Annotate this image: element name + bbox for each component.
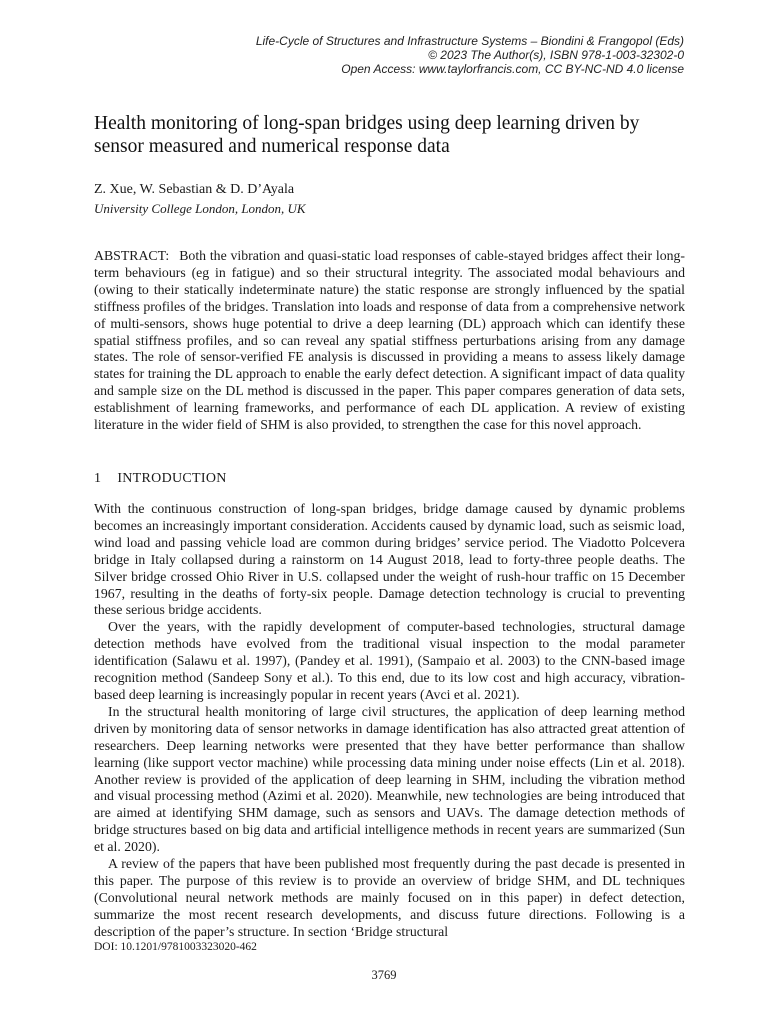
paragraph: With the continuous construction of long-span bridges, bridge damage caused by dynamic problems becomes an increasingly important consideration. Accidents caused by dynamic load, such as seismic load, wind load and passing vehicle load are common during bridges’ service period. The Viadotto Polcevera bridge in Italy collapsed during a rainstorm on 14 August 2018, lead to forty-three people deaths. The Silver bridge crossed Ohio River in U.S. collapsed under the weight of rush-hour traffic on 15 December 1967, resulting in the deaths of forty-six people. Damage detection technology is crucial to preventing these serious bridge accidents. [94,501,685,618]
header-line-license: Open Access: www.taylorfrancis.com, CC BY-NC-ND 4.0 license [341,62,684,77]
abstract [94,248,685,434]
paragraph: In the structural health monitoring of large civil structures, the application of deep learning method driven by monitoring data of sensor networks in damage identification has also attracted great attention of researchers. Deep learning networks were presented that they have better performance than shallow learning (like support vector machine) while processing data mining under noise effects (Lin et al. 2018). Another review is provided of the application of deep learning in SHM, including the vibration method and visual processing method (Azimi et al. 2020). Meanwhile, new technologies are being introduced that are aimed at identifying SHM damage, such as sensors and UAVs. The damage detection methods of bridge structures based on big data and artificial intelligence methods in recent years are summarized (Sun et al. 2020). [94,703,685,855]
section-title: INTRODUCTION [117,471,227,486]
section-number: 1 [94,471,102,486]
paragraph: A review of the papers that have been published most frequently during the past decade is presented in this paper. The purpose of this review is to provide an overview of bridge SHM, and DL techniques (Convolutional neural network methods are mainly focused on in this paper) in defect detection, summarize the most recent research developments, and discuss future directions. Following is a description of the paper’s structure. In section ‘Bridge structural [94,856,685,939]
doi-footer: DOI: 10.1201/9781003323020-462 [94,941,257,953]
header-line-copyright: © 2023 The Author(s), ISBN 978-1-003-32302-0 [428,48,684,63]
author-list: Z. Xue, W. Sebastian & D. D’Ayala [94,182,295,197]
paragraph: Over the years, with the rapidly development of computer-based technologies, structural damage detection methods have evolved from the traditional visual inspection to the modal parameter identification (Salawu et al. 1997), (Pandey et al. 1991), (Sampaio et al. 2003) to the CNN-based image recognition method (Sandeep Sony et al.). To this end, due to its low cost and high accuracy, vibration-based deep learning is increasingly popular in recent years (Avci et al. 2021). [94,619,685,702]
section-heading [94,471,227,487]
header-line-proceedings: Life-Cycle of Structures and Infrastructure Systems – Biondini & Frangopol (Eds) [255,34,684,48]
paper-title: Health monitoring of long-span bridges using deep learning driven by sensor measured and numerical response data [94,113,640,157]
introduction-body [94,501,685,941]
abstract-text: Both the vibration and quasi-static load responses of cable-stayed bridges affect their long-term behaviours (eg in fatigue) and so their structural integrity. The associated modal behaviours and (owing to their statically indeterminate nature) the static response are strongly influenced by the spatial stiffness profiles of the bridges. Translation into loads and response of data from a comprehensive network of multi-sensors, shows huge potential to drive a deep learning (DL) approach which can identify these spatial stiffness profiles, and so can reveal any spatial stiffness perturbations arising from any damage states. The role of sensor-verified FE analysis is discussed in providing a means to assess likely damage states for training the DL approach to enable the early defect detection. A significant impact of data quality and sample size on the DL method is discussed in the paper. This paper compares generation of data sets, establishment of learning frameworks, and performance of each DL application. A review of existing literature in the wider field of SHM is also provided, to strengthen the case for this novel approach. [94,248,685,433]
abstract-label: ABSTRACT: [94,248,170,263]
author-affiliation: University College London, London, UK [94,201,306,216]
page-number: 3769 [371,968,397,982]
publication-header [256,34,684,77]
